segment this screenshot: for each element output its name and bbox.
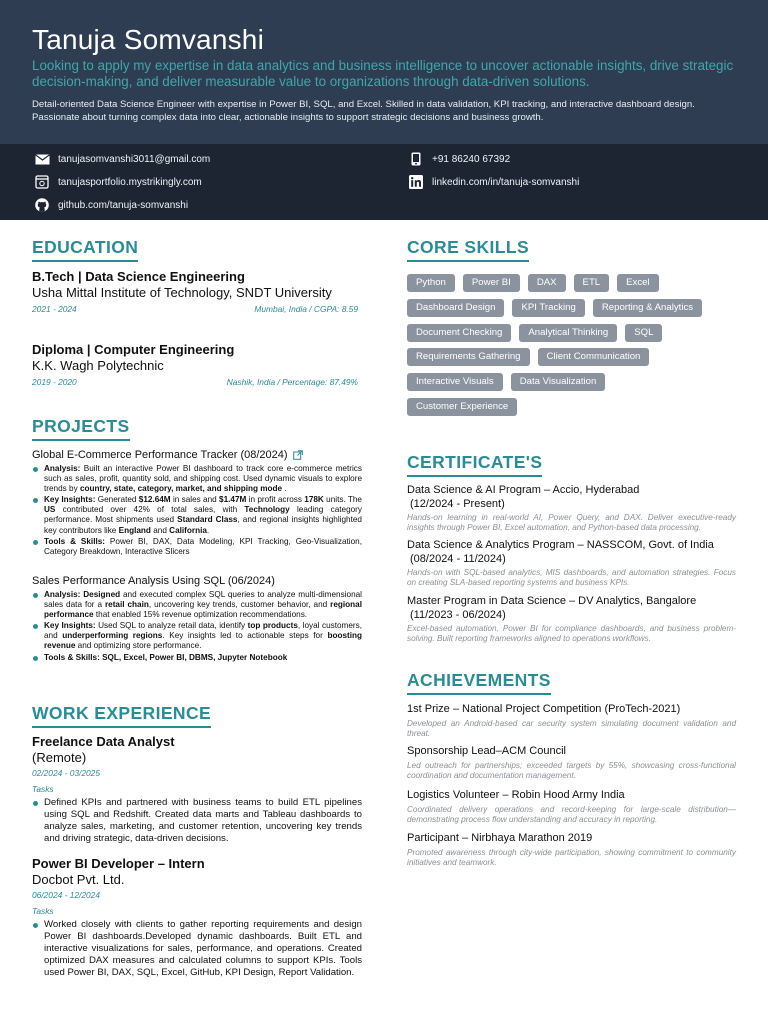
skill-chip: DAX [528,274,566,292]
education-details: Nashik, India / Percentage: 87.49% [226,377,358,387]
education-entry [32,269,358,314]
bullet-emphasis: Analysis: [44,590,81,599]
bullet-text: leading category performance. Most shipments used [44,505,363,525]
skill-chip: Dashboard Design [407,299,504,317]
bullet-emphasis: Key Insights: [44,621,96,631]
job-role: Freelance Data Analyst [32,734,175,749]
bullet-emphasis: boosting revenue [44,631,362,651]
project-entry [32,448,362,558]
project-bullet [32,621,362,651]
contact-bar [0,144,768,220]
certificate-title: Data Science & Analytics Program – NASSCOM, Govt. of India [407,539,714,551]
achievement-title: Sponsorship Lead–ACM Council [407,745,566,757]
browser-icon [34,175,50,189]
job-bullet: Worked closely with clients to gather reporting requirements and design Power BI dashboards.Developed dynamic dashboards. Built ETL and interactive visualizations for sales, performance, and operations. Created optimized DAX measures and calculated columns to support KPIs. Tools used Power BI, DAX, SQL, Excel, GitHub, KPI Design, Report Validation. [32,919,362,979]
certificate-title: Data Science & AI Program – Accio, Hyderabad [407,484,640,496]
contact-github[interactable] [34,198,188,212]
skill-row [407,348,737,366]
project-bullet [32,590,362,620]
education-heading: EDUCATION [32,237,138,262]
school-name: K.K. Wagh Polytechnic [32,358,164,373]
bullet-emphasis: 178K [304,495,324,505]
bullet-emphasis: England [118,525,151,535]
certificate-dates: (11/2023 - 06/2024) [410,608,506,621]
job-entry [32,856,362,979]
project-title-text: Sales Performance Analysis Using SQL (06/2024) [32,575,275,587]
profile-summary: Detail-oriented Data Science Engineer with expertise in Power BI, SQL, and Excel. Skilled in data validation, KPI tracking, and interactive dashboard design. Passionate about turning complex data into clear, actionable insights to support strategic decisions and business growth. [32,99,695,123]
bullet-emphasis: Designed [83,590,121,599]
bullet-text: Used SQL to analyze retail data, identify [95,621,248,631]
achievement-entry [407,703,736,739]
skill-chip: SQL [625,324,662,342]
bullet-emphasis: regional performance [44,600,362,620]
education-dates: 2019 - 2020 [32,377,77,387]
skill-chip: ETL [574,274,610,292]
bullet-emphasis: Analysis: [44,464,81,473]
skill-chip: Python [407,274,455,292]
skill-chip: Requirements Gathering [407,348,530,366]
achievement-title: 1st Prize – National Project Competition (ProTech-2021) [407,703,681,715]
bullet-text: and [150,525,170,535]
education-meta [32,304,358,314]
achievement-description: Promoted awareness through city-wide participation, showing commitment to community initiatives and teamwork. [407,847,736,867]
certificate-dates: (12/2024 - Present) [410,497,505,510]
github-icon [34,198,50,212]
achievement-entry [407,832,736,868]
achievements-heading: ACHIEVEMENTS [407,670,551,695]
bullet-emphasis: top products [247,621,298,631]
skills-list [407,274,737,423]
job-bullets [32,919,362,979]
skill-chip: KPI Tracking [512,299,584,317]
bullet-emphasis: $12.64M [138,495,171,505]
skill-row [407,299,737,317]
bullet-emphasis: California [169,525,207,535]
education-entry [32,342,358,387]
achievement-entry [407,789,736,825]
education-details: Mumbai, India / CGPA: 8.59 [254,304,358,314]
project-title [32,448,362,462]
job-company: (Remote) [32,750,87,765]
bullet-emphasis: country, state, category, market, and shipping mode [79,484,283,494]
bullet-emphasis: Tools & Skills: [44,536,106,546]
contact-portfolio[interactable] [34,175,202,189]
bullet-text: in sales and [170,495,220,505]
job-entry [32,734,362,845]
phone-icon [408,152,424,166]
project-entry [32,574,362,664]
tasks-label: Tasks [32,784,54,794]
project-bullet [32,464,362,494]
achievement-description: Developed an Android-based car security system simulating document validation and threat. [407,718,736,738]
work-heading: WORK EXPERIENCE [32,703,211,728]
contact-phone[interactable] [408,152,510,166]
bullet-text: in profit across [246,495,305,505]
degree-title: Diploma | Computer Engineering [32,342,235,357]
bullet-text: contributed over 42% of total sales, with [55,505,245,515]
bullet-emphasis: US [44,505,56,515]
tasks-label: Tasks [32,906,54,916]
certificates-heading: CERTIFICATE'S [407,452,542,477]
skill-chip: Reporting & Analytics [593,299,702,317]
contact-linkedin[interactable] [408,175,579,189]
certificate-description: Hands-on learning in real-world AI, Power Query, and DAX. Deliver executive-ready insights through Power BI, Excel automation, and Python-based data processing. [407,513,736,533]
career-objective: Looking to apply my expertise in data analytics and business intelligence to uncover actionable insights, drive strategic decision-making, and deliver measurable value to organizations through data-driven solutions. [32,58,734,89]
bullet-emphasis: retail chain [104,600,149,610]
resume-header [0,0,768,144]
bullet-emphasis: Key Insights: [44,495,96,505]
project-bullet [32,495,362,535]
bullet-text: , and regional insights highlighted key contributors like [44,515,362,535]
degree-title: B.Tech | Data Science Engineering [32,269,245,284]
skill-row [407,324,737,342]
skill-chip: Data Visualization [511,373,606,391]
education-meta [32,377,358,387]
skill-chip: Customer Experience [407,398,517,416]
bullet-text: . [282,484,287,494]
school-name: Usha Mittal Institute of Technology, SNDT University [32,285,332,300]
certificate-description: Hands-on with SQL-based analytics, MIS dashboards, and automation strategies. Focus on creating SLA-based reporting systems and business KPIs. [407,568,736,588]
bullet-text: Power BI, DAX, Data Modeling, KPI Tracking, Geo-Visualization, Category Breakdown, Interactive Slicers [44,536,363,556]
job-dates: 02/2024 - 03/2025 [32,768,100,778]
phone-text[interactable]: +91 86240 67392 [432,153,511,165]
project-bullet [32,653,362,663]
mail-icon [34,152,50,166]
certificate-description: Excel-based automation, Power BI for compliance dashboards, and business problem-solving. Built reporting frameworks aligned to operations workflows. [407,624,736,644]
skill-chip: Excel [617,274,658,292]
bullet-text: Generated [95,495,139,505]
github-text[interactable]: github.com/tanuja-somvanshi [58,199,189,211]
skill-row [407,398,737,416]
skill-chip: Document Checking [407,324,511,342]
candidate-name: Tanuja Somvanshi [32,24,264,55]
skill-chip: Analytical Thinking [519,324,617,342]
certificate-dates: (08/2024 - 11/2024) [410,552,506,565]
bullet-text: . [206,525,210,535]
project-bullet [32,537,362,557]
linkedin-text[interactable]: linkedin.com/in/tanuja-somvanshi [432,176,580,188]
contact-email[interactable] [34,152,210,166]
bullet-emphasis: Tools & Skills: SQL, Excel, Power BI, DBMS, Jupyter Notebook [44,652,288,662]
bullet-emphasis: underperforming regions [62,631,163,641]
job-company: Docbot Pvt. Ltd. [32,872,125,887]
certificate-title: Master Program in Data Science – DV Analytics, Bangalore [407,595,697,607]
portfolio-text[interactable]: tanujasportfolio.mystrikingly.com [58,176,202,188]
achievement-title: Participant – Nirbhaya Marathon 2019 [407,832,593,844]
project-title [32,574,362,588]
achievement-description: Led outreach for partnerships; exceeded targets by 55%, showcasing cross-functional coordination and documentation management. [407,760,736,780]
bullet-text: , loyal customers, and [44,621,363,641]
skill-row [407,274,737,292]
job-bullets [32,797,362,845]
email-text[interactable]: tanujasomvanshi3011@gmail.com [58,153,211,165]
achievement-title: Logistics Volunteer – Robin Hood Army India [407,789,625,801]
bullet-emphasis: $1.47M [219,495,247,505]
skill-chip: Power BI [463,274,520,292]
bullet-text: . Key insights led to actionable steps for [162,631,328,641]
skill-chip: Client Communication [538,348,650,366]
projects-heading: PROJECTS [32,416,130,441]
bullet-emphasis: Standard Class [177,515,238,525]
certificate-entry [407,595,736,644]
skill-chip: Interactive Visuals [407,373,503,391]
bullet-text: and optimizing store performance. [75,641,202,651]
external-link-icon[interactable] [293,450,303,460]
bullet-text: units. The [323,495,362,505]
job-dates: 06/2024 - 12/2024 [32,890,100,900]
project-bullets [32,464,362,557]
bullet-text: Built an interactive Power BI dashboard to track core e-commerce metrics such as sales, profit, quantity sold, and shipping cost. Used dynamic visuals to explore trends by [44,464,362,494]
certificate-entry [407,484,736,533]
certificate-entry [407,539,736,588]
bullet-text: and executed complex SQL queries to analyze multi-dimensional sales data for a [44,590,362,610]
achievement-description: Coordinated delivery operations and record-keeping for large-scale distribution—demonstrating process flow understanding and accuracy in reporting. [407,804,736,824]
job-bullet: Defined KPIs and partnered with business teams to build ETL pipelines using SQL and Redshift. Created data marts and Tableau dashboards to analyze sales, marketing, and customer retention, uncovering key trends and driving strategic, data-driven decisions. [32,797,362,845]
project-bullets [32,590,362,663]
bullet-emphasis: Technology [244,505,290,515]
achievement-entry [407,745,736,781]
project-title-text: Global E-Commerce Performance Tracker (08/2024) [32,449,288,461]
bullet-text: that enabled 15% revenue optimization recommendations. [93,610,308,620]
education-dates: 2021 - 2024 [32,304,77,314]
linkedin-icon [408,175,424,189]
skills-heading: CORE SKILLS [407,237,529,262]
skill-row [407,373,737,391]
bullet-text: , uncovering key trends, customer behavior, and [148,600,331,610]
job-role: Power BI Developer – Intern [32,856,205,871]
